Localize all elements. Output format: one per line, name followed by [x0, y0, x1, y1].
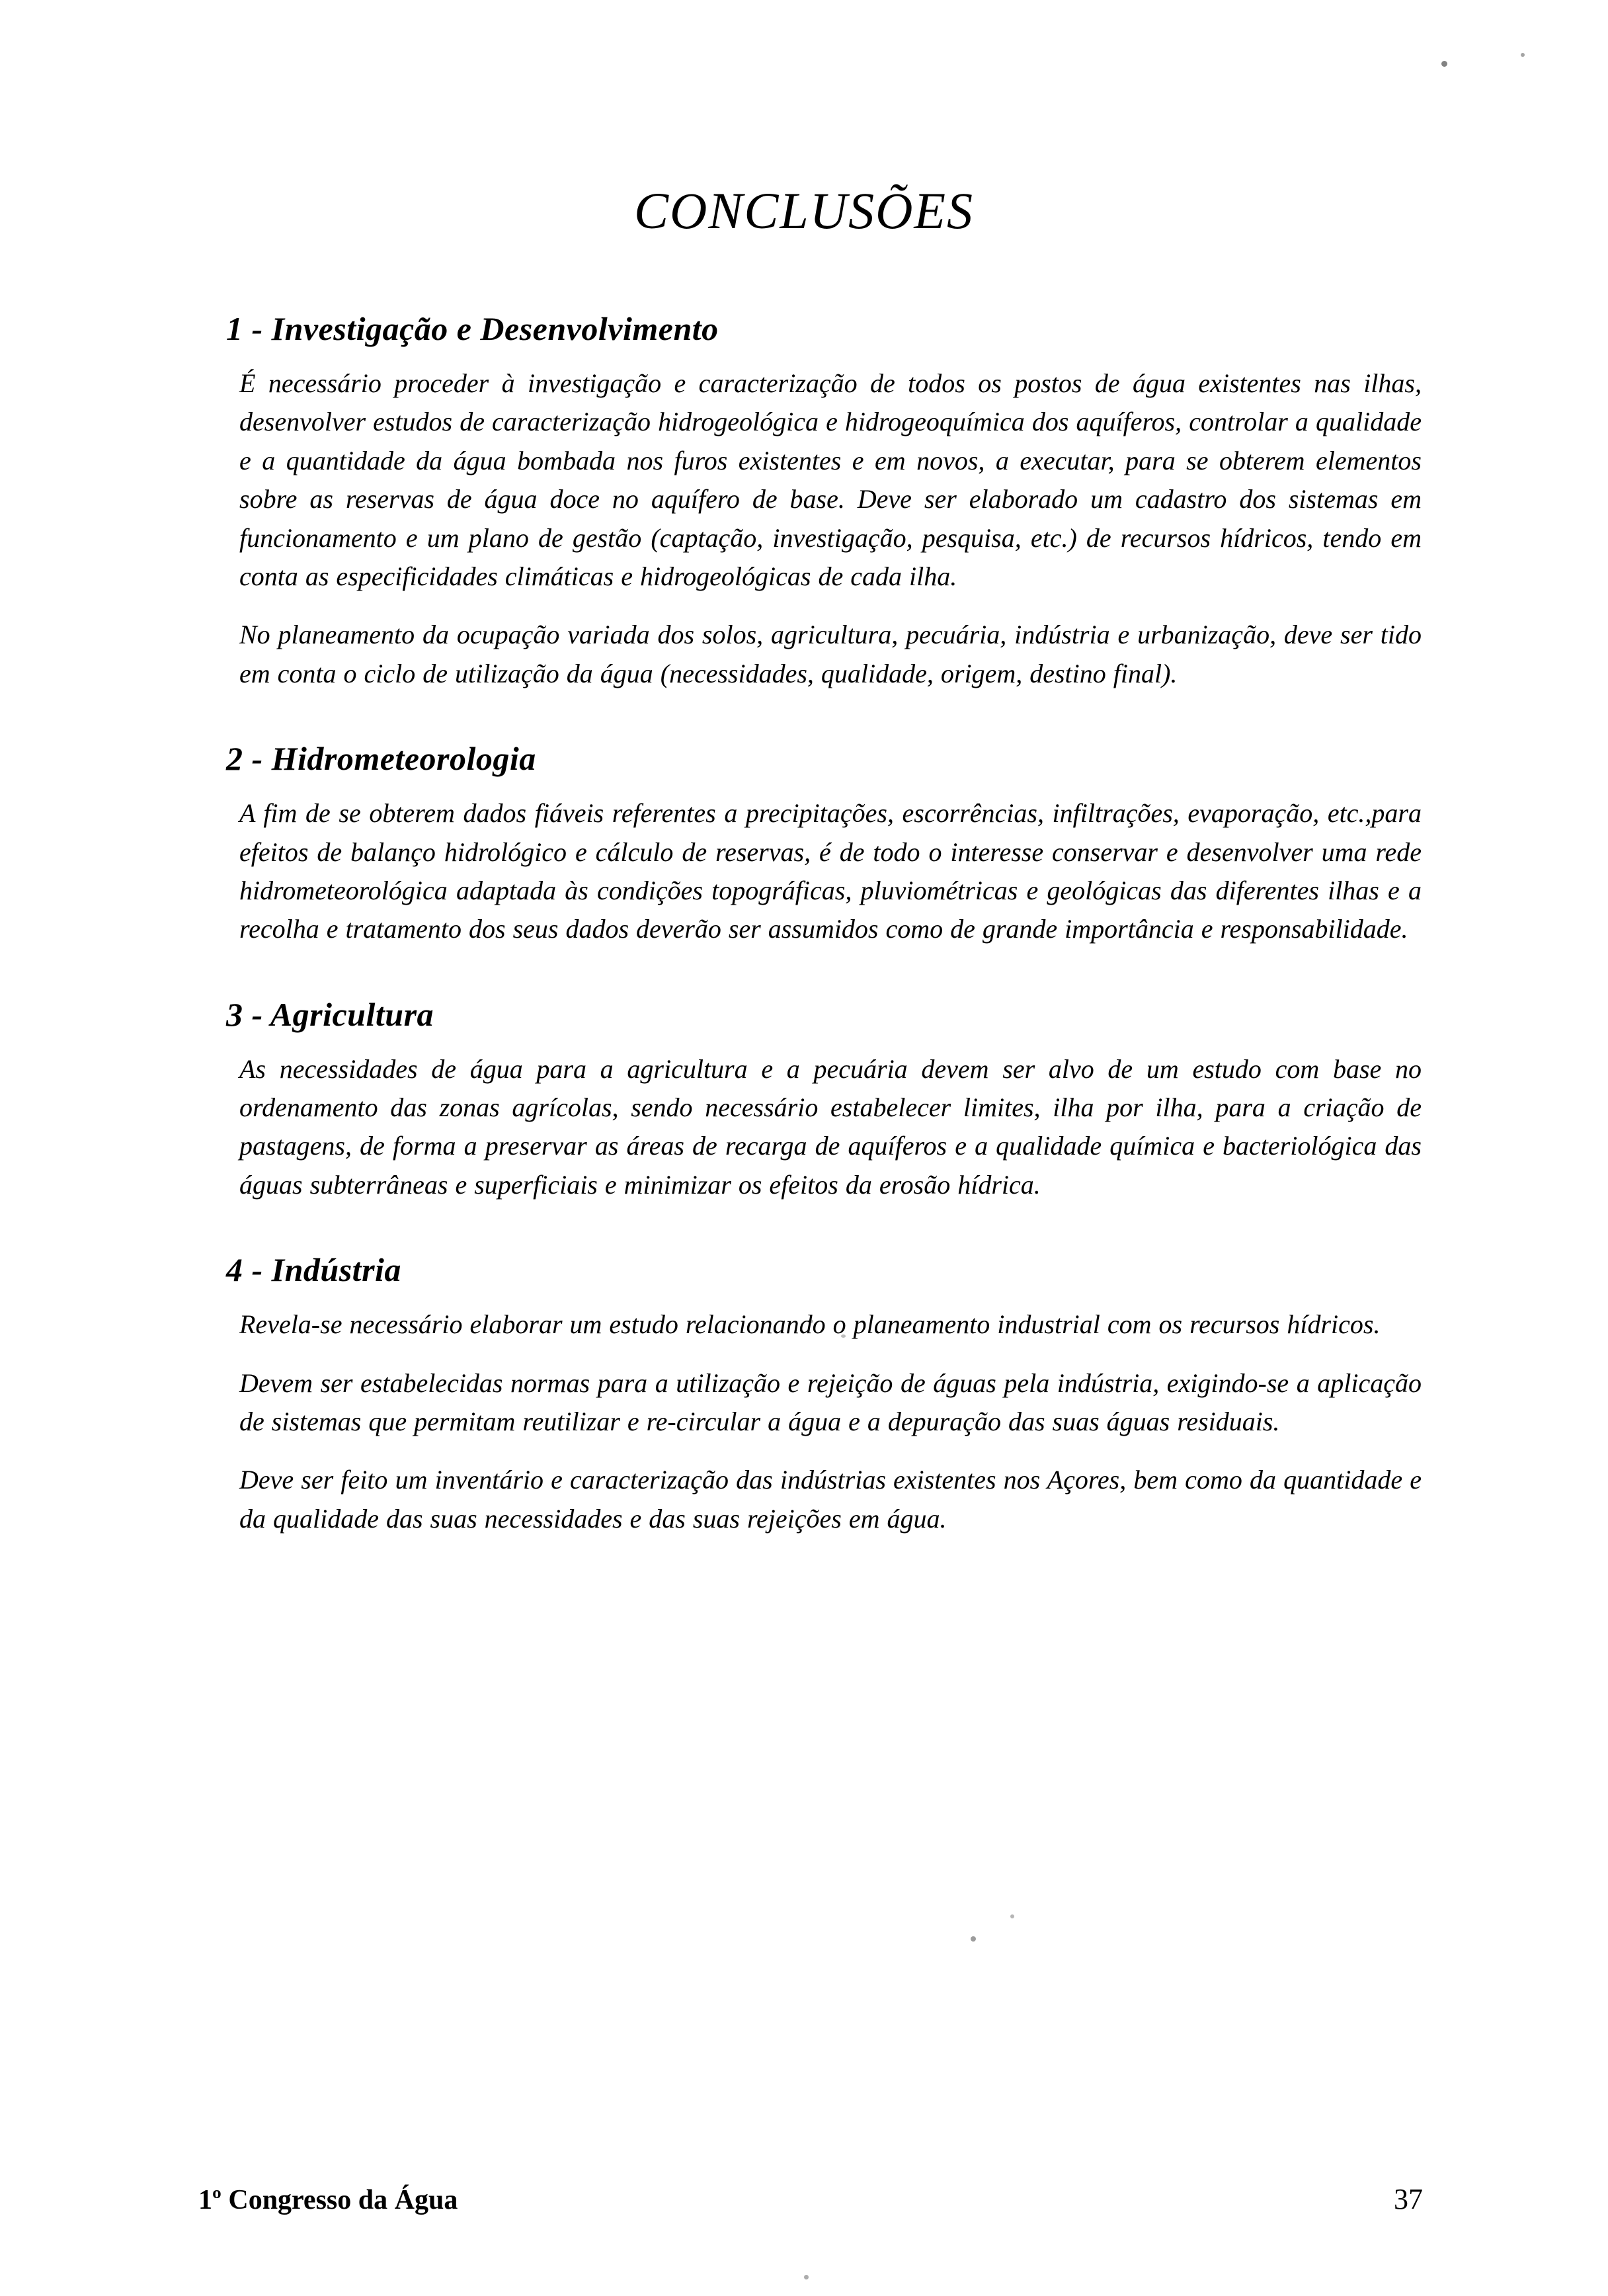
paragraph: Deve ser feito um inventário e caracterização das indústrias existentes nos Açores, bem como da quantidade e da qualidade das suas necessidades e das suas rejeições em água.: [239, 1465, 1422, 1534]
page-title: CONCLUSÕES: [633, 182, 975, 240]
section-hidrometeorologia: [198, 741, 1422, 949]
scan-speck-icon: [1010, 1914, 1014, 1918]
section-spacer: [198, 702, 1422, 741]
section-agricultura: [198, 997, 1422, 1205]
section-spacer: [198, 1213, 1422, 1252]
scan-speck-icon: [804, 2275, 809, 2279]
paragraph: No planeamento da ocupação variada dos solos, agricultura, pecuária, indústria e urbanização, deve ser tido em conta o ciclo de utilização da água (necessidades, qualidade, origem, destino final).: [239, 620, 1422, 688]
page-footer: [198, 2182, 1423, 2216]
scan-speck-icon: [1441, 61, 1447, 67]
scan-speck-icon: [971, 1936, 976, 1942]
paragraph: Revela-se necessário elaborar um estudo relacionando o planeamento industrial com os recursos hídricos.: [239, 1309, 1381, 1340]
section-spacer: [198, 958, 1422, 997]
paragraph: A fim de se obterem dados fiáveis referentes a precipitações, escorrências, infiltrações, evaporação, etc.,para efeitos de balanço hidrológico e cálculo de reservas, é de todo o interesse conservar e desenvolver uma rede hidrometeorológica adaptada às condições topográficas, pluviométricas e geológicas das diferentes ilhas e a recolha e tratamento dos seus dados deverão ser assumidos como de grande importância e responsabilidade.: [239, 798, 1422, 944]
footer-page-number: 37: [1394, 2183, 1423, 2215]
section-heading: 2 - Hidrometeorologia: [226, 740, 536, 778]
paragraph: As necessidades de água para a agricultura e a pecuária devem ser alvo de um estudo com base no ordenamento das zonas agrícolas, sendo necessário estabelecer limites, ilha por ilha, para a criação de pastagens, de forma a preservar as áreas de recarga de aquíferos e a qualidade química e bacteriológica das águas subterrâneas e superficiais e minimizar os efeitos da erosão hídrica.: [239, 1053, 1422, 1200]
document-body: [198, 311, 1422, 1547]
scan-speck-icon: [1521, 53, 1525, 57]
section-heading: 1 - Investigação e Desenvolvimento: [226, 310, 719, 347]
section-heading: 3 - Agricultura: [226, 995, 434, 1033]
section-investigacao-desenvolvimento: [198, 311, 1422, 693]
paragraph: É necessário proceder à investigação e caracterização de todos os postos de água existentes nas ilhas, desenvolver estudos de caracterização hidrogeológica e hidrogeoquímica dos aquíferos, controlar a qualidade e a quantidade da água bombada nos furos existentes e em novos, a executar, para se obterem elementos sobre as reservas de água doce no aquífero de base. Deve ser elaborado um cadastro dos sistemas em funcionamento e um plano de gestão (captação, investigação, pesquisa, etc.) de recursos hídricos, tendo em conta as especificidades climáticas e hidrogeológicas de cada ilha.: [239, 368, 1422, 591]
paragraph: Devem ser estabelecidas normas para a utilização e rejeição de águas pela indústria, exigindo-se a aplicação de sistemas que permitam reutilizar e re-circular a água e a depuração das suas águas residuais.: [239, 1368, 1422, 1437]
section-industria: [198, 1252, 1422, 1538]
footer-source: 1º Congresso da Água: [198, 2185, 458, 2215]
section-heading: 4 - Indústria: [226, 1251, 401, 1289]
